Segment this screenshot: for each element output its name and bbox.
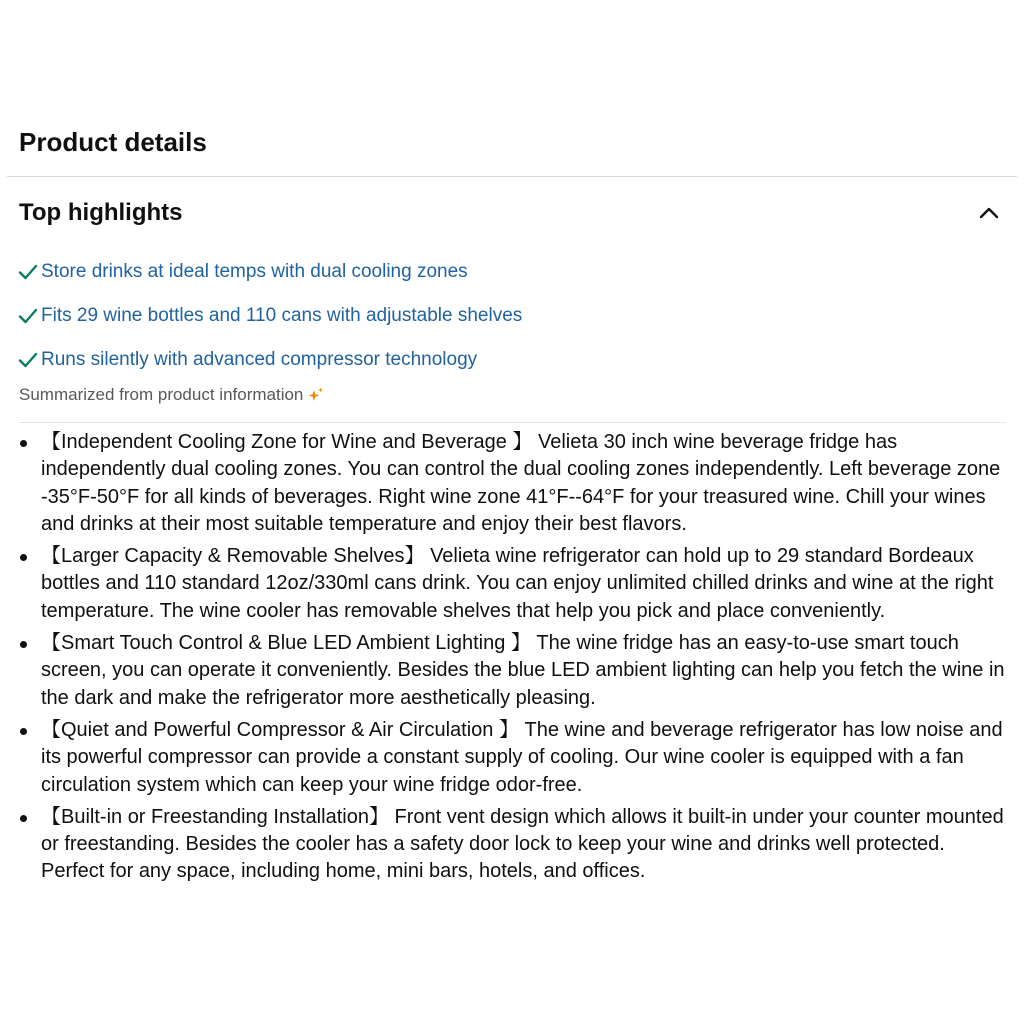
feature-bullet bbox=[0, 717, 1010, 799]
bullet-dot bbox=[20, 728, 27, 735]
feature-text: 【Quiet and Powerful Compressor & Air Circulation 】 The wine and beverage refrigerator has low noise and its powerful compressor can provide a constant supply of cooling. Our wine cooler is equipped with a fan circulation system which can keep your wine fridge odor-free. bbox=[41, 718, 1003, 796]
bullet-dot bbox=[20, 440, 27, 447]
feature-text: 【Larger Capacity & Removable Shelves】 Velieta wine refrigerator can hold up to 29 standard Bordeaux bottles and 110 standard 12oz/330ml cans drink. You can enjoy unlimited chilled drinks and wine at the right temperature. The wine cooler has removable shelves that help you pick and place conveniently. bbox=[41, 545, 994, 622]
feature-text: 【Built-in or Freestanding Installation】 Front vent design which allows it built-in under your counter mounted or freestanding. Besides the cooler has a safety door lock to keep your wine and drinks well protected. Perfect for any space, including home, mini bars, hotels, and offices. bbox=[41, 805, 1004, 883]
feature-bullets bbox=[0, 429, 1010, 891]
sparkle-icon bbox=[307, 386, 325, 404]
section-divider bbox=[7, 176, 1017, 177]
summary-divider bbox=[19, 422, 1006, 423]
product-details-title: Product details bbox=[19, 127, 207, 157]
feature-bullet bbox=[0, 804, 1010, 886]
summary-text: Summarized from product information bbox=[19, 385, 304, 404]
check-icon bbox=[17, 261, 39, 283]
summary-note bbox=[19, 384, 325, 406]
feature-bullet bbox=[0, 630, 1010, 712]
highlight-item bbox=[17, 250, 522, 294]
chevron-up-icon[interactable] bbox=[978, 202, 1000, 224]
check-icon bbox=[17, 305, 39, 327]
bullet-dot bbox=[20, 641, 27, 648]
feature-text: 【Independent Cooling Zone for Wine and Beverage 】 Velieta 30 inch wine beverage fridge has independently dual cooling zones. You can control the dual cooling zones independently. Left beverage zone -35°F-50°F for all kinds of beverages. Right wine zone 41°F--64°F for your treasured wine. Chill your wines and drinks at their most suitable temperature and enjoy their best flavors. bbox=[41, 431, 1001, 535]
highlight-text: Runs silently with advanced compressor technology bbox=[41, 349, 478, 370]
feature-text: 【Smart Touch Control & Blue LED Ambient Lighting 】 The wine fridge has an easy-to-use smart touch screen, you can operate it conveniently. Besides the blue LED ambient lighting can help you fetch the wine in the dark and make the refrigerator more aesthetically pleasing. bbox=[41, 632, 1005, 709]
top-highlights-title: Top highlights bbox=[19, 199, 183, 226]
highlight-item bbox=[17, 294, 522, 338]
check-icon bbox=[17, 349, 39, 371]
top-highlights-toggle[interactable] bbox=[19, 196, 1000, 230]
bullet-dot bbox=[20, 815, 27, 822]
bullet-dot bbox=[20, 554, 27, 561]
highlight-item bbox=[17, 338, 522, 382]
highlight-text: Store drinks at ideal temps with dual cooling zones bbox=[41, 261, 468, 282]
highlights-list bbox=[17, 250, 522, 382]
highlight-text: Fits 29 wine bottles and 110 cans with adjustable shelves bbox=[41, 305, 523, 326]
feature-bullet bbox=[0, 429, 1010, 538]
feature-bullet bbox=[0, 543, 1010, 625]
